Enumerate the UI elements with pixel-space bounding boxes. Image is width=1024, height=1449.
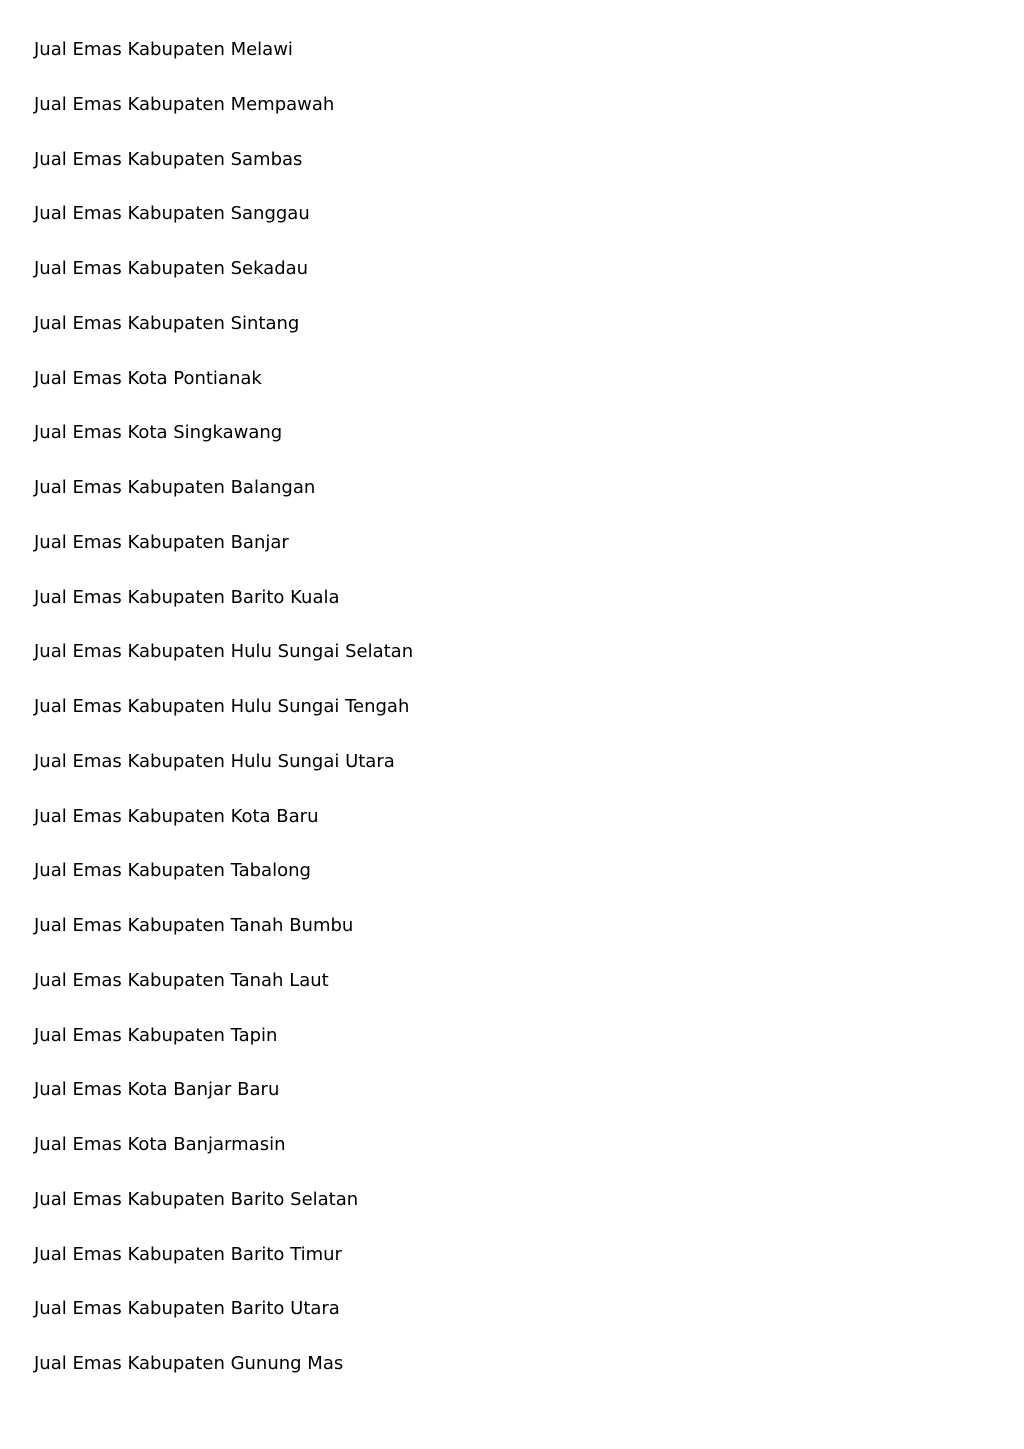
list-item: Jual Emas Kabupaten Gunung Mas bbox=[34, 1353, 344, 1374]
location-list bbox=[34, 37, 413, 1406]
list-item: Jual Emas Kabupaten Mempawah bbox=[34, 93, 335, 115]
list-item: Jual Emas Kabupaten Sanggau bbox=[34, 203, 310, 225]
list-item: Jual Emas Kabupaten Barito Utara bbox=[34, 1298, 340, 1320]
list-item: Jual Emas Kabupaten Sambas bbox=[34, 148, 303, 170]
list-item: Jual Emas Kabupaten Banjar bbox=[34, 531, 289, 553]
list-item: Jual Emas Kabupaten Kota Baru bbox=[34, 805, 319, 827]
list-item: Jual Emas Kabupaten Sekadau bbox=[34, 258, 309, 279]
list-item: Jual Emas Kabupaten Barito Selatan bbox=[34, 1188, 359, 1210]
list-item: Jual Emas Kabupaten Barito Timur bbox=[34, 1243, 342, 1265]
list-item: Jual Emas Kabupaten Hulu Sungai Utara bbox=[34, 750, 395, 772]
list-item: Jual Emas Kabupaten Balangan bbox=[34, 477, 316, 498]
list-item: Jual Emas Kota Banjar Baru bbox=[34, 1079, 280, 1101]
list-item: Jual Emas Kabupaten Melawi bbox=[34, 39, 293, 60]
list-item: Jual Emas Kabupaten Barito Kuala bbox=[34, 586, 340, 608]
list-item: Jual Emas Kabupaten Tanah Laut bbox=[34, 969, 329, 991]
list-item: Jual Emas Kota Banjarmasin bbox=[34, 1134, 286, 1155]
list-item: Jual Emas Kabupaten Tanah Bumbu bbox=[34, 915, 354, 936]
list-item: Jual Emas Kabupaten Tabalong bbox=[34, 860, 311, 882]
list-item: Jual Emas Kabupaten Sintang bbox=[34, 312, 300, 334]
list-item: Jual Emas Kabupaten Hulu Sungai Selatan bbox=[34, 641, 414, 663]
list-item: Jual Emas Kabupaten Hulu Sungai Tengah bbox=[34, 696, 410, 717]
list-item: Jual Emas Kota Pontianak bbox=[34, 367, 262, 389]
list-item: Jual Emas Kota Singkawang bbox=[34, 422, 283, 444]
list-item: Jual Emas Kabupaten Tapin bbox=[34, 1024, 278, 1046]
